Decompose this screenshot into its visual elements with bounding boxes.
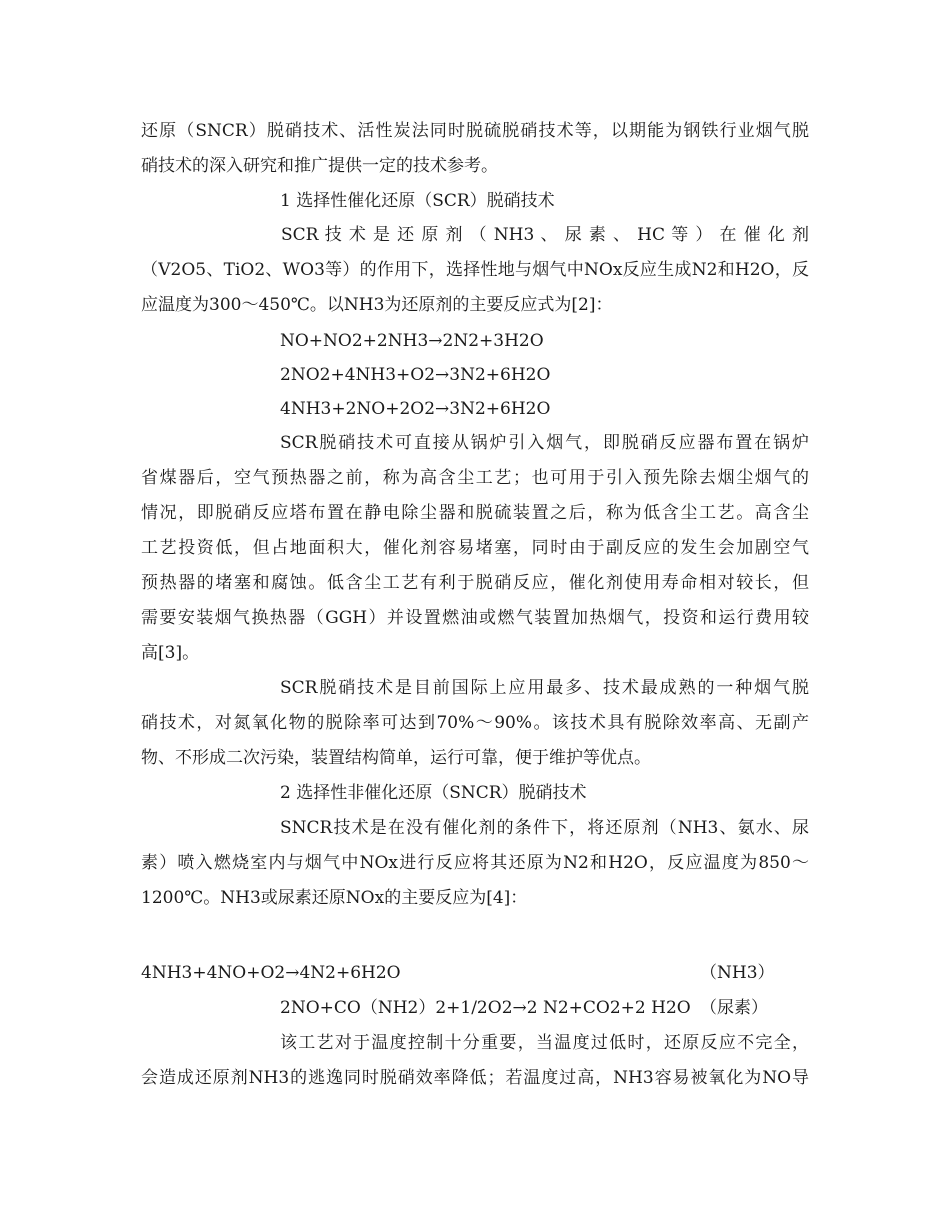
- paragraph-line: 工艺投资低，但占地面积大，催化剂容易堵塞，同时由于副反应的发生会加剧空气: [141, 538, 809, 558]
- paragraph-line: 应温度为300～450℃。以NH3为还原剂的主要反应式为[2]：: [141, 295, 613, 315]
- paragraph-line: SNCR技术是在没有催化剂的条件下，将还原剂（NH3、氨水、尿: [280, 818, 809, 838]
- paragraph-line: 素）喷入燃烧室内与烟气中NOx进行反应将其还原为N2和H2O，反应温度为850～: [141, 853, 809, 873]
- paragraph-line: （V2O5、TiO2、WO3等）的作用下，选择性地与烟气中NOx反应生成N2和H2O，反: [141, 260, 809, 280]
- equation: 4NH3+2NO+2O2→3N2+6H2O: [280, 399, 551, 419]
- paragraph-line: 会造成还原剂NH3的逃逸同时脱硝效率降低；若温度过高，NH3容易被氧化为NO导: [141, 1068, 809, 1088]
- section-heading-1: 1 选择性催化还原（SCR）脱硝技术: [280, 191, 555, 211]
- equation: 2NO2+4NH3+O2→3N2+6H2O: [280, 365, 551, 385]
- paragraph-line: SCR脱硝技术可直接从锅炉引入烟气，即脱硝反应器布置在锅炉: [280, 433, 809, 453]
- paragraph-line: 还原（SNCR）脱硝技术、活性炭法同时脱硫脱硝技术等，以期能为钢铁行业烟气脱: [141, 121, 809, 141]
- equation-tag: （NH3）: [700, 963, 775, 983]
- equation: 4NH3+4NO+O2→4N2+6H2O: [141, 963, 401, 983]
- paragraph-line: 情况，即脱硝反应塔布置在静电除尘器和脱硫装置之后，称为低含尘工艺。高含尘: [141, 503, 809, 523]
- paragraph-line: 物、不形成二次污染，装置结构简单，运行可靠，便于维护等优点。: [141, 748, 651, 768]
- paragraph-line: 省煤器后，空气预热器之前，称为高含尘工艺；也可用于引入预先除去烟尘烟气的: [141, 468, 809, 488]
- paragraph-line: 硝技术的深入研究和推广提供一定的技术参考。: [141, 156, 498, 176]
- paragraph-line: 该工艺对于温度控制十分重要，当温度过低时，还原反应不完全，: [280, 1033, 809, 1053]
- paragraph-line: 硝技术，对氮氧化物的脱除率可达到70%～90%。该技术具有脱除效率高、无副产: [141, 713, 809, 733]
- paragraph-line: 1200℃。NH3或尿素还原NOx的主要反应为[4]：: [141, 888, 528, 908]
- section-heading-2: 2 选择性非催化还原（SNCR）脱硝技术: [280, 783, 587, 803]
- equation: NO+NO2+2NH3→2N2+3H2O: [280, 331, 544, 351]
- paragraph-line: 需要安装烟气换热器（GGH）并设置燃油或燃气装置加热烟气，投资和运行费用较: [141, 608, 809, 628]
- paragraph-line: 高[3]。: [141, 643, 200, 663]
- paragraph-line: SCR脱硝技术是目前国际上应用最多、技术最成熟的一种烟气脱: [280, 678, 809, 698]
- equation-tag: （尿素）: [700, 998, 768, 1018]
- equation: 2NO+CO（NH2）2+1/2O2→2 N2+CO2+2 H2O: [280, 998, 691, 1018]
- paragraph-line: SCR 技 术 是 还 原 剂 （ NH3 、 尿 素 、 HC 等 ） 在 催 化 剂: [281, 225, 809, 245]
- paragraph-line: 预热器的堵塞和腐蚀。低含尘工艺有利于脱硝反应，催化剂使用寿命相对较长，但: [141, 573, 809, 593]
